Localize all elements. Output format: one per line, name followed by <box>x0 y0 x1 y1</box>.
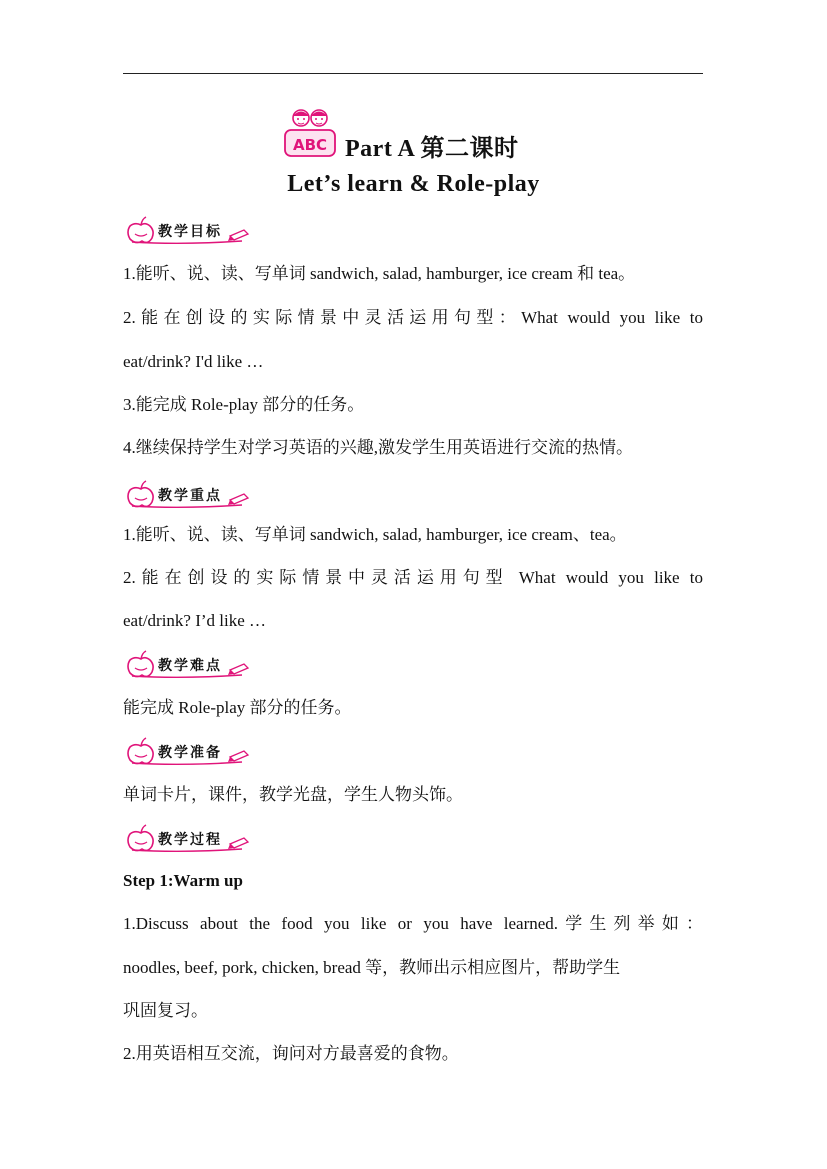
step-title: Step 1:Warm up <box>123 871 243 890</box>
process-line-2: noodles, beef, pork, chicken, bread 等，教师出示相应图片，帮助学生 <box>123 958 621 977</box>
key-point-line-2: 2.能在创设的实际情景中灵活运用句型 What would you like to <box>123 568 703 587</box>
svg-text:ABC: ABC <box>292 136 328 154</box>
section-label: 教学过程 <box>158 832 222 848</box>
objective-line-2: 2.能在创设的实际情景中灵活运用句型：What would you like to <box>123 308 703 327</box>
title-row <box>0 104 827 160</box>
lesson-subtitle: Let’s learn & Role-play <box>287 171 540 197</box>
process-line-4: 2.用英语相互交流，询问对方最喜爱的食物。 <box>123 1044 459 1063</box>
section-label: 教学准备 <box>158 745 222 761</box>
section-label: 教学重点 <box>158 488 222 504</box>
process-line-3: 巩固复习。 <box>123 1001 208 1020</box>
kids-abc-logo <box>281 104 339 160</box>
objective-line-5: 4.继续保持学生对学习英语的兴趣,激发学生用英语进行交流的热情。 <box>123 438 633 457</box>
section-label: 教学目标 <box>158 224 222 240</box>
preparation-line-1: 单词卡片，课件，教学光盘，学生人物头饰。 <box>123 785 463 804</box>
objective-line-1: 1.能听、说、读、写单词 sandwich, salad, hamburger, ice cream 和 tea。 <box>123 264 636 283</box>
section-label: 教学难点 <box>158 658 222 674</box>
key-point-line-1: 1.能听、说、读、写单词 sandwich, salad, hamburger, ice cream、tea。 <box>123 525 627 544</box>
process-line-1: 1.Discuss about the food you like or you have learned.学生列举如： <box>123 914 703 933</box>
header-rule <box>123 73 703 74</box>
key-point-line-3: eat/drink? I’d like … <box>123 611 267 630</box>
objective-line-4: 3.能完成 Role-play 部分的任务。 <box>123 395 365 414</box>
difficulty-line-1: 能完成 Role-play 部分的任务。 <box>123 698 352 717</box>
objective-line-3: eat/drink? I'd like … <box>123 352 264 371</box>
lesson-title: Part A 第二课时 <box>345 136 519 162</box>
